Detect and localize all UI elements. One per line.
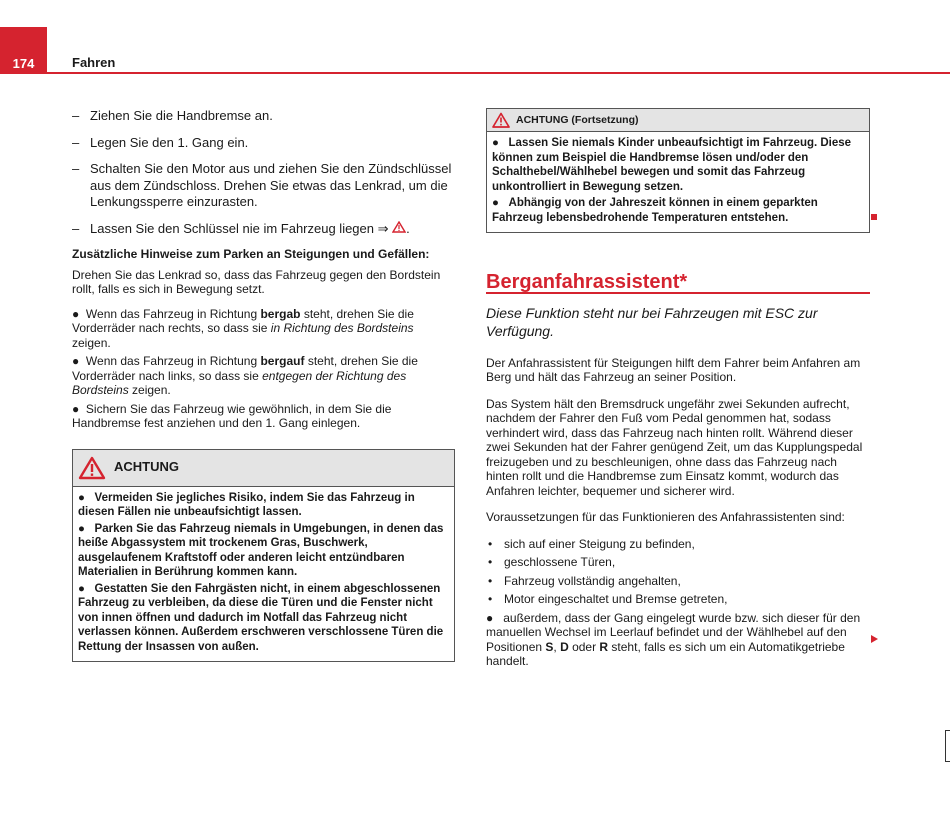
list-item: • sich auf einer Steigung zu befinden,: [486, 537, 870, 552]
list-item: • Motor eingeschaltet und Bremse getreten,: [486, 592, 870, 607]
warning-item: ● Abhängig von der Jahreszeit können in einem geparkten Fahrzeug lebensbedrohende Temperaturen entstehen.: [492, 197, 818, 224]
warning-box: [72, 449, 455, 663]
text: Abhängig von der Jahreszeit können in einem geparkten Fahrzeug lebensbedrohende Temperaturen entstehen.: [492, 197, 818, 224]
warning-icon: [392, 221, 406, 233]
text: S: [545, 639, 554, 654]
text: zeigen.: [72, 335, 111, 350]
section-header: Fahren: [72, 55, 116, 70]
text: zeigen.: [128, 383, 171, 397]
text: R: [599, 639, 609, 654]
step-item: – Legen Sie den 1. Gang ein.: [72, 135, 455, 152]
section-intro: Diese Funktion steht nur bei Fahrzeugen mit ESC zur Verfügung.: [486, 304, 818, 339]
warning-title: ACHTUNG (Fortsetzung): [516, 113, 639, 126]
list-item: ● Wenn das Fahrzeug in Richtung bergab steht, drehen Sie die Vorderräder nach rechts, so dass sie in Richtung des Bordsteins zeigen.: [72, 306, 414, 350]
text: Gestatten Sie den Fahrgästen nicht, in einem abgeschlossenen Fahrzeug zu verbleiben, da diese die Türen und die Fenster nicht von innen öffnen und dadurch im Notfall das Fahrzeug nicht verlassen können. Außerdem erschweren verschlossene Türen die Rettung der Insassen von außen.: [78, 582, 444, 653]
text: entgegen der Richtung des Bordsteins: [72, 368, 407, 397]
list-item: ● Sichern Sie das Fahrzeug wie gewöhnlich, in dem Sie die Handbremse fest anziehen und den 1. Gang einlegen.: [72, 401, 392, 430]
warning-icon: [78, 456, 106, 480]
page-edge-mark: [945, 730, 950, 762]
list-item: ● Wenn das Fahrzeug in Richtung bergauf steht, drehen Sie die Vorderräder nach links, so dass sie entgegen der Richtung des Bordsteins zeigen.: [72, 354, 418, 397]
slopes-heading: Zusätzliche Hinweise zum Parken an Steigungen und Gefällen:: [72, 247, 430, 261]
slopes-intro: Drehen Sie das Lenkrad so, dass das Fahrzeug gegen den Bordstein rollt, falls es sich in Bewegung setzt.: [72, 267, 441, 296]
list-item: • Fahrzeug vollständig angehalten,: [486, 574, 870, 589]
paragraph: Der Anfahrassistent für Steigungen hilft dem Fahrer beim Anfahren am Berg und hält das Fahrzeug an seiner Position.: [486, 355, 861, 384]
section-title: Berganfahrassistent*: [486, 275, 870, 294]
warning-title: ACHTUNG: [114, 459, 179, 475]
text: Vermeiden Sie jegliches Risiko, indem Sie das Fahrzeug in diesen Fällen nie unbeaufsichtigt lassen.: [78, 491, 415, 518]
text: bergauf: [260, 354, 305, 368]
text: außerdem, dass der Gang eingelegt wurde bzw. sich dieser für den manuellen Wechsel im Leerlauf befindet und der Wählhebel auf den Positionen: [486, 610, 861, 654]
warning-item: ● Parken Sie das Fahrzeug niemals in Umgebungen, in denen das heiße Abgassystem mit trockenem Gras, Buschwerk, ausgelaufenem Kraftstoff oder anderen leicht entzündbaren Materialien in Berührung kommen kann.: [78, 522, 444, 578]
text: steht, drehen Sie die Vorderräder nach links, so dass sie: [72, 354, 418, 383]
text: steht, falls es sich um ein Automatikgetriebe handelt.: [486, 639, 845, 668]
page-number: 174: [12, 56, 35, 71]
continue-arrow-icon: [871, 635, 878, 643]
text: ,: [553, 639, 561, 654]
text: in Richtung des Bordsteins: [270, 321, 414, 335]
warning-header: [73, 450, 454, 487]
warning-box-continued: [486, 108, 870, 233]
paragraph: Das System hält den Bremsdruck ungefähr zwei Sekunden aufrecht, nachdem der Fahrer den Fuß vom Pedal genommen hat, sodass verhindert wird, dass das Fahrzeug nach hinten rollt. Während dieser zwei Sekunden hat der Fahrer genügend Zeit, um das Kupplungspedal freizugeben und zu beschleunigen, ohne dass das Fahrzeug nach hinten rollt und die Handbremse zum Einsatz kommt, wodurch das Anfahren leichter, bequemer und sicherer wird.: [486, 396, 863, 498]
paragraph: Voraussetzungen für das Funktionieren des Anfahrassistenten sind:: [486, 510, 845, 524]
header-rule: [47, 72, 950, 74]
text: Parken Sie das Fahrzeug niemals in Umgebungen, in denen das heiße Abgassystem mit trockenem Gras, Buschwerk, ausgelaufenem Kraftstoff oder anderen leicht entzündbaren Materialien in Berührung kommen kann.: [78, 522, 444, 578]
text: Wenn das Fahrzeug in Richtung: [85, 354, 261, 368]
text: Sichern Sie das Fahrzeug wie gewöhnlich, in dem Sie die Handbremse fest anziehen und den 1. Gang einlegen.: [72, 401, 392, 430]
warning-header: [487, 109, 869, 132]
text: steht, drehen Sie die Vorderräder nach rechts, so dass sie: [72, 306, 414, 335]
step-item: – Schalten Sie den Motor aus und ziehen Sie den Zündschlüssel aus dem Zündschloss. Drehen Sie etwas das Lenkrad, um die Lenkungssperre einzurasten.: [72, 161, 455, 211]
text: D: [560, 639, 569, 654]
step-item: – Ziehen Sie die Handbremse an.: [72, 108, 455, 125]
right-column: [486, 108, 870, 669]
warning-body: [73, 487, 454, 662]
text: oder: [568, 639, 600, 654]
page-number-box: [0, 27, 47, 74]
warning-icon: [492, 112, 510, 128]
list-item: • geschlossene Türen,: [486, 555, 870, 570]
warning-body: [487, 132, 869, 232]
text: Wenn das Fahrzeug in Richtung: [85, 306, 261, 321]
warning-item: ● Vermeiden Sie jegliches Risiko, indem Sie das Fahrzeug in diesen Fällen nie unbeaufsichtigt lassen.: [78, 491, 415, 518]
warning-item: ● Gestatten Sie den Fahrgästen nicht, in einem abgeschlossenen Fahrzeug zu verbleiben, da diese die Türen und die Fenster nicht von innen öffnen und dadurch im Notfall das Fahrzeug nicht verlassen können. Außerdem erschweren verschlossene Türen die Rettung der Insassen von außen.: [78, 582, 444, 653]
text: Lassen Sie niemals Kinder unbeaufsichtigt im Fahrzeug. Diese können zum Beispiel die Handbremse lösen und/oder den Schalthebel/Wählhebel bewegen und somit das Fahrzeug unkontrolliert in Bewegung setzen.: [492, 137, 852, 193]
step-item: – Lassen Sie den Schlüssel nie im Fahrzeug liegen ⇒ .: [72, 221, 455, 238]
warning-item: ● Lassen Sie niemals Kinder unbeaufsichtigt im Fahrzeug. Diese können zum Beispiel die Handbremse lösen und/oder den Schalthebel/Wählhebel bewegen und somit das Fahrzeug unkontrolliert in Bewegung setzen.: [492, 137, 852, 193]
step-text: Lassen Sie den Schlüssel nie im Fahrzeug liegen ⇒: [90, 220, 389, 236]
left-column: [72, 108, 455, 662]
end-marker-square: [871, 214, 877, 220]
list-item: ● außerdem, dass der Gang eingelegt wurde bzw. sich dieser für den manuellen Wechsel im Leerlauf befindet und der Wählhebel auf den Positionen S, D oder R steht, falls es sich um ein Automatikgetriebe handelt.: [486, 610, 861, 668]
text: bergab: [260, 306, 301, 321]
